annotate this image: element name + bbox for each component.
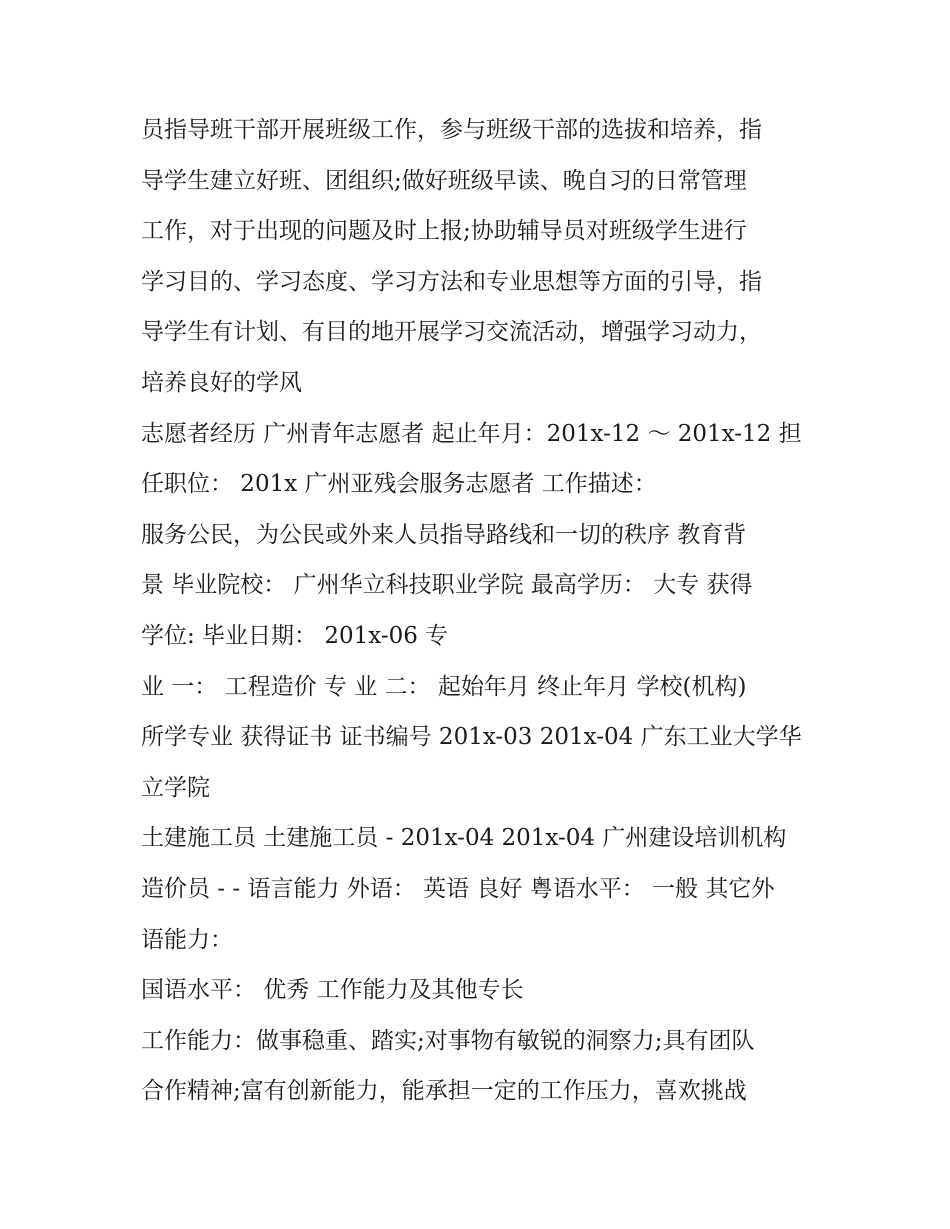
- text-line: 导学生建立好班、团组织;做好班级早读、晚自习的日常管理: [141, 167, 747, 194]
- text-line: 学位: 毕业日期： 201x-06 专: [141, 622, 449, 649]
- body-text: [141, 105, 821, 1117]
- text-line: 工作能力：做事稳重、踏实;对事物有敏锐的洞察力;具有团队: [141, 1027, 755, 1054]
- text-line: 导学生有计划、有目的地开展学习交流活动，增强学习动力，: [141, 319, 762, 346]
- text-line: 国语水平： 优秀 工作能力及其他专长: [141, 977, 524, 1004]
- text-line: 工作，对于出现的问题及时上报;协助辅导员对班级学生进行: [141, 218, 747, 245]
- text-line: 立学院: [141, 774, 210, 801]
- text-line: 任职位： 201x 广州亚残会服务志愿者 工作描述：: [141, 471, 657, 498]
- text-line: 服务公民，为公民或外来人员指导路线和一切的秩序 教育背: [141, 521, 747, 548]
- text-line: 土建施工员 土建施工员 - 201x-04 201x-04 广州建设培训机构: [141, 825, 787, 852]
- text-line: 合作精神;富有创新能力，能承担一定的工作压力，喜欢挑战: [141, 1078, 747, 1105]
- text-line: 员指导班干部开展班级工作，参与班级干部的选拔和培养，指: [141, 117, 762, 143]
- text-line: 学习目的、学习态度、学习方法和专业思想等方面的引导，指: [141, 268, 762, 295]
- text-line: 业 一： 工程造价 专 业 二： 起始年月 终止年月 学校(机构): [141, 673, 747, 700]
- text-line: 造价员 - - 语言能力 外语： 英语 良好 粤语水平： 一般 其它外: [141, 875, 775, 902]
- text-line: 语能力：: [141, 926, 233, 953]
- text-line: 培养良好的学风: [141, 369, 302, 396]
- text-line: 志愿者经历 广州青年志愿者 起止年月：201x-12 ～ 201x-12 担: [141, 420, 802, 447]
- text-line: 所学专业 获得证书 证书编号 201x-03 201x-04 广东工业大学华: [141, 724, 802, 751]
- text-line: 景 毕业院校： 广州华立科技职业学院 最高学历： 大专 获得: [141, 572, 753, 599]
